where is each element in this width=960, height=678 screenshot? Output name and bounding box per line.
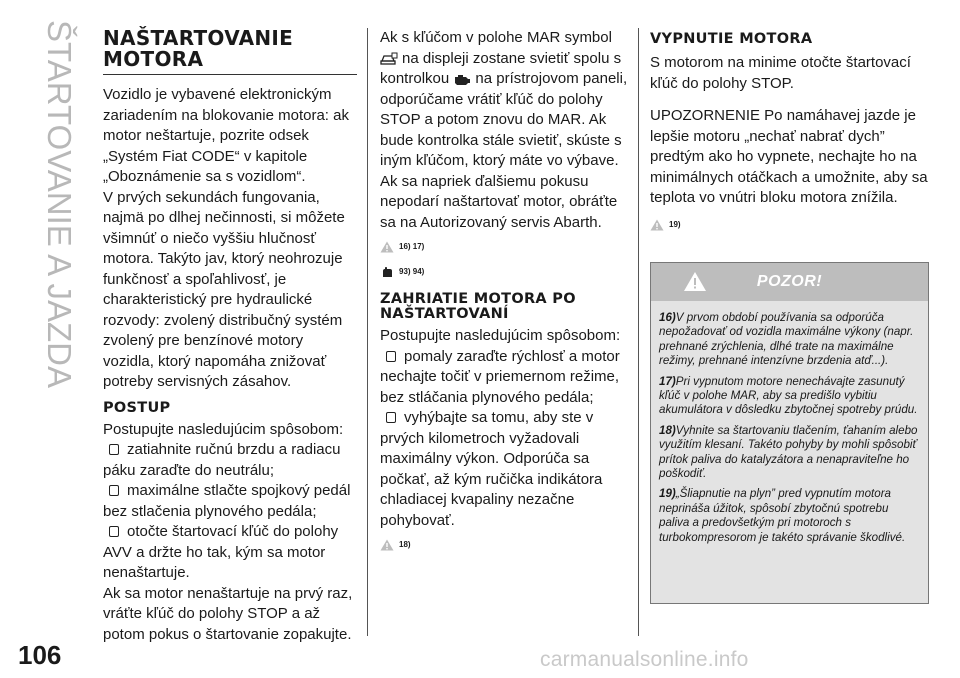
warning-triangle-icon — [683, 271, 707, 292]
warning-reference: 19) — [650, 215, 928, 236]
warmup-lead: Postupujte nasledujúcim spôsobom: — [380, 327, 621, 344]
warning-note: 17)Pri vypnutom motore nenechávajte zasunutý kľúč v polohe MAR, aby sa predišlo vybitiu akumulátora v dôsledku zbytočnej spotreby prúdu. — [659, 374, 918, 417]
warning-note: 19)„Šliapnutie na plyn” pred vypnutím motora neprináša úžitok, spôsobí zbytočnú spotrebu paliva a predovšetkým pri motoroch s turbokompresorom je takéto správanie škodlivé. — [659, 487, 906, 544]
list-item: zatiahnite ručnú brzdu a radiacu páku zaraďte do neutrálu; — [103, 441, 341, 479]
noise-paragraph: V prvých sekundách fungovania, najmä po dlhej nečinnosti, si môžete všimnúť o niečo vyššiu hlučnosť motora. Takýto jav, ktorý neohrozuje funkčnosť a spoľahlivosť, je charakteristický pre hydraulické rozvody: zvolený distribučný systém zvolený pre benzínové motory vozidla, ktorý napomáha znižovať potreby servisných zásahov. — [103, 188, 345, 390]
list-item: vyhýbajte sa tomu, aby ste v prvých kilometroch vyžadovali maximálny výkon. Odporúča sa počkať, až kým ručička indikátora chladiacej kvapaliny nezačne pohybovať. — [380, 409, 603, 529]
warning-triangle-icon — [380, 539, 394, 551]
notice-paragraph: UPOZORNENIE Po namáhavej jazde je lepšie motoru „nechať nabrať dych” predtým ako ho vypnete, nechajte ho na minimálnych otáčkach a umožnite, aby sa teplota vo vnútri bloku motora znížila. — [650, 107, 928, 206]
caution-hand-icon — [380, 266, 394, 278]
checkbox-bullet-icon — [109, 485, 119, 496]
warning-reference: 18) — [380, 535, 628, 556]
warning-box-header — [651, 263, 928, 301]
mar-warning-paragraph: Ak s kľúčom v polohe MAR symbol na displeji zostane svietiť spolu s kontrolkou na prístrojovom paneli, odporúčame vrátiť kľúč do polohy STOP a potom znovu do MAR. Ak bude kontrolka stále svietiť, skúste s iným kľúčom, ktorý máte vo výbave. — [380, 29, 628, 169]
warning-box-title: POZOR! — [756, 273, 823, 290]
service-paragraph: Ak sa napriek ďalšiemu pokusu nepodarí naštartovať motor, obráťte sa na Autorizovaný servis Abarth. — [380, 172, 618, 231]
warning-reference: 16) 17) — [380, 237, 628, 258]
side-title-text: ŠTARTOVANIE A JAZDA — [41, 20, 78, 388]
checkbox-bullet-icon — [386, 412, 396, 423]
warning-box — [650, 262, 929, 604]
heading-engine-start: NAŠTARTOVANIE MOTORA — [103, 28, 357, 75]
watermark: carmanualsonline.info — [540, 648, 749, 671]
warning-note: 18)Vyhnite sa štartovaniu tlačením, ťahaním alebo využitím klesaní. Takéto pohyby by mohli spôsobiť prítok paliva do katalyzátora a nenapraviteľne ho poškodiť. — [659, 423, 918, 481]
heading-warm-up: ZAHRIATIE MOTORA PO NAŠTARTOVANÍ — [380, 291, 576, 322]
warning-box-body — [651, 301, 928, 545]
procedure-lead: Postupujte nasledujúcim spôsobom: — [103, 420, 344, 438]
column-3 — [650, 28, 928, 237]
retry-paragraph: Ak sa motor nenaštartuje na prvý raz, vráťte kľúč do polohy STOP a až potom pokus o štartovanie zopakujte. — [103, 584, 353, 643]
column-2 — [380, 28, 628, 558]
warning-note: 16)V prvom období používania sa odporúča nepožadovať od vozidla maximálne výkony (napr. prehnané zrýchlenia, dlhé trate na maximálne režimy, prehnané intenzívne brzdenia atď...). — [659, 311, 914, 368]
heading-procedure: POSTUP — [103, 399, 171, 416]
intro-paragraph: Vozidlo je vybavené elektronickým zariadením na blokovanie motora: ak motor neštartuje, pozrite odsek „Systém Fiat CODE“ v kapitole „Oboznámenie sa s vozidlom“. — [103, 86, 349, 185]
car-lock-icon — [380, 52, 398, 66]
heading-engine-stop: VYPNUTIE MOTORA — [650, 31, 813, 47]
engine-warning-icon — [453, 73, 471, 86]
checkbox-bullet-icon — [386, 351, 396, 362]
section-side-title — [22, 20, 92, 600]
checkbox-bullet-icon — [109, 444, 119, 455]
list-item: pomaly zaraďte rýchlosť a motor nechajte točiť v priemernom režime, bez stláčania plynového pedála; — [380, 347, 620, 406]
column-1 — [103, 28, 357, 645]
warning-triangle-icon — [650, 219, 664, 231]
column-divider — [638, 28, 639, 636]
page-number: 106 — [18, 640, 62, 670]
list-item: maximálne stlačte spojkový pedál bez stlačenia plynového pedála; — [103, 482, 351, 520]
warning-triangle-icon — [380, 241, 394, 253]
checkbox-bullet-icon — [109, 526, 119, 537]
caution-reference: 93) 94) — [380, 262, 628, 283]
list-item: otočte štartovací kľúč do polohy AVV a držte ho tak, kým sa motor nenaštartuje. — [103, 523, 339, 581]
column-divider — [367, 28, 368, 636]
stop-paragraph: S motorom na minime otočte štartovací kľúč do polohy STOP. — [650, 54, 911, 92]
